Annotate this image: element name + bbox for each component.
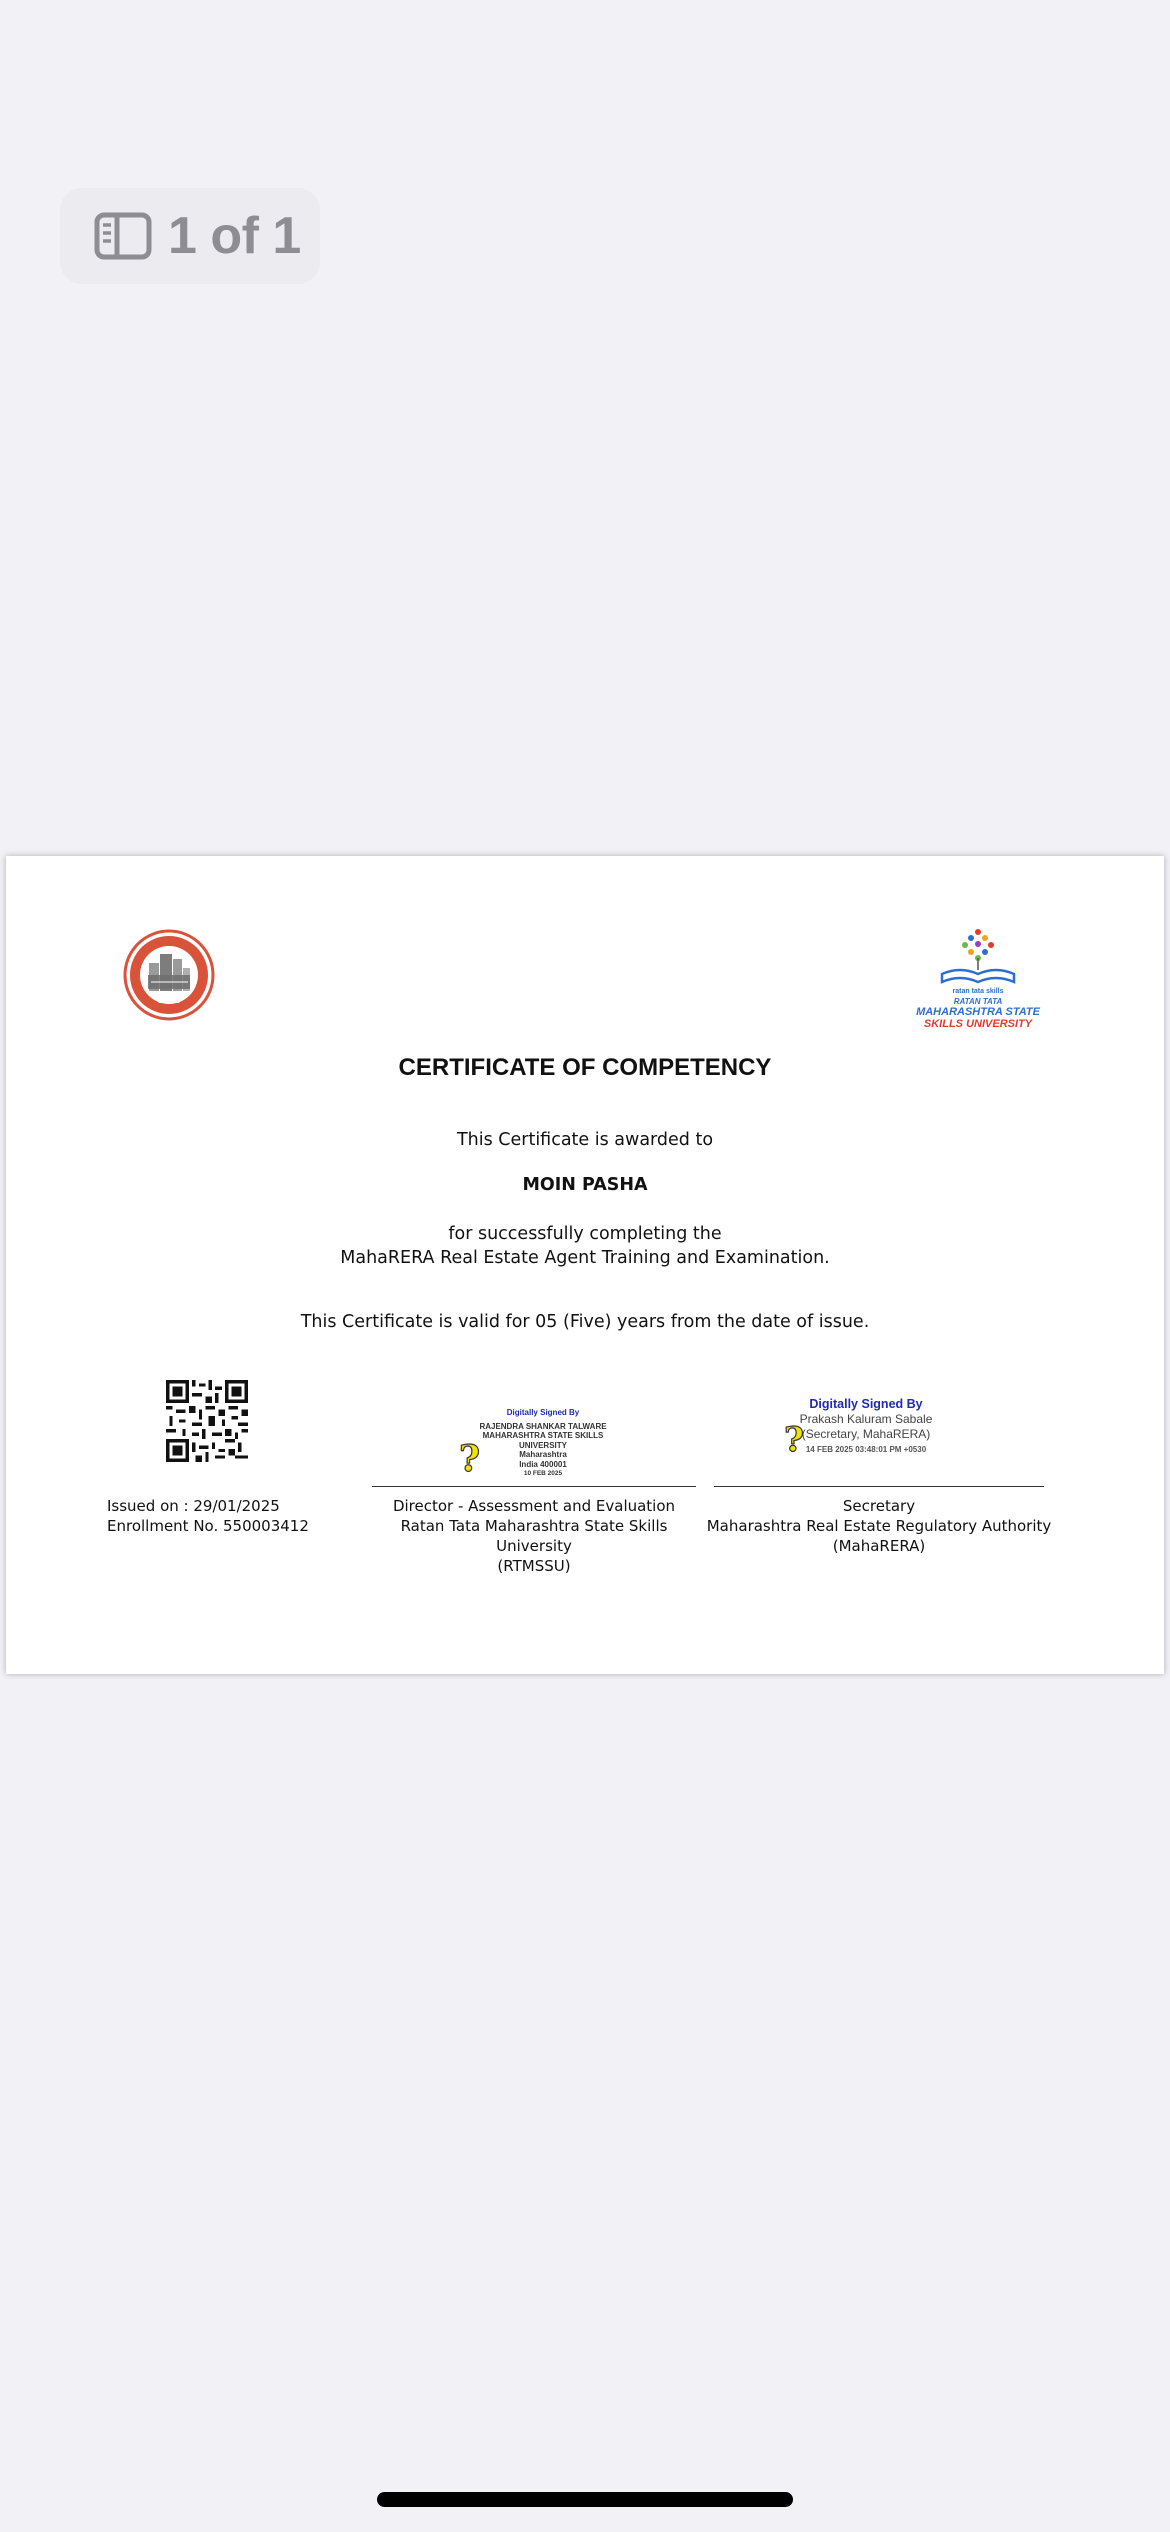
stamp-1-line: RAJENDRA SHANKAR TALWARE (479, 1421, 607, 1431)
signatory-2-details (704, 1496, 1054, 1556)
stamp-1-line: Maharashtra (519, 1450, 567, 1459)
stamp-1-header: Digitally Signed By (506, 1408, 580, 1417)
signature-stamp-1 (418, 1408, 668, 1479)
enrollment-number: Enrollment No. 550003412 (107, 1517, 309, 1535)
certificate-title: CERTIFICATE OF COMPETENCY (398, 1054, 772, 1081)
awarded-to-text: This Certificate is awarded to (456, 1130, 714, 1150)
stamp-2-role: (Secretary, MahaRERA) (801, 1427, 931, 1441)
logo-line-2: MAHARASHTRA STATE (916, 1006, 1040, 1018)
signature-unverified-icon[interactable]: ? (784, 1420, 804, 1460)
logo-tagline: ratan tata skills (952, 988, 1004, 995)
stamp-2-name: Prakash Kaluram Sabale (799, 1412, 933, 1426)
signatory-1-org-short: (RTMSSU) (497, 1557, 571, 1575)
signatory-1-org: Ratan Tata Maharashtra State Skills University (400, 1517, 668, 1555)
stamp-2-header: Digitally Signed By (809, 1397, 923, 1411)
page-count: 1 of 1 (168, 207, 301, 265)
home-indicator[interactable] (377, 2492, 793, 2507)
recipient-name: MOIN PASHA (522, 1175, 648, 1195)
sidebar-toggle-icon[interactable] (94, 212, 152, 260)
signature-unverified-icon[interactable]: ? (459, 1438, 481, 1480)
stamp-1-line: India 400001 (519, 1459, 567, 1469)
stamp-2-date: 14 FEB 2025 03:48:01 PM +0530 (805, 1445, 927, 1454)
signature-line-2 (714, 1486, 1044, 1487)
logo-line-1: RATAN TATA (953, 997, 1003, 1006)
signature-stamp-2 (746, 1396, 986, 1458)
book-and-tree-icon (914, 926, 1042, 988)
maharera-seal-logo (122, 928, 216, 1022)
signatory-2-role: Secretary (842, 1497, 916, 1515)
issued-on: Issued on : 29/01/2025 (107, 1497, 280, 1515)
signatory-1-details (362, 1496, 706, 1576)
logo-line-3: SKILLS UNIVERSITY (923, 1018, 1033, 1030)
stamp-1-line: 10 FEB 2025 (523, 1470, 563, 1477)
issue-info (107, 1496, 309, 1536)
rtmssu-logo (914, 926, 1042, 1030)
stamp-1-line: UNIVERSITY (518, 1440, 567, 1450)
completion-line-2: MahaRERA Real Estate Agent Training and Examination. (340, 1248, 830, 1268)
signatory-2-org-short: (MahaRERA) (832, 1537, 926, 1555)
validity-text: This Certificate is valid for 05 (Five) years from the date of issue. (300, 1312, 870, 1332)
completion-line-1: for successfully completing the (448, 1224, 722, 1244)
signatory-1-role: Director - Assessment and Evaluation (392, 1497, 676, 1515)
page-indicator[interactable] (60, 188, 320, 284)
signatory-2-org: Maharashtra Real Estate Regulatory Authority (706, 1517, 1052, 1535)
stamp-1-line: MAHARASHTRA STATE SKILLS (482, 1431, 604, 1440)
qr-code (166, 1380, 248, 1462)
signature-line-1 (372, 1486, 696, 1487)
certificate-page (6, 856, 1164, 1674)
